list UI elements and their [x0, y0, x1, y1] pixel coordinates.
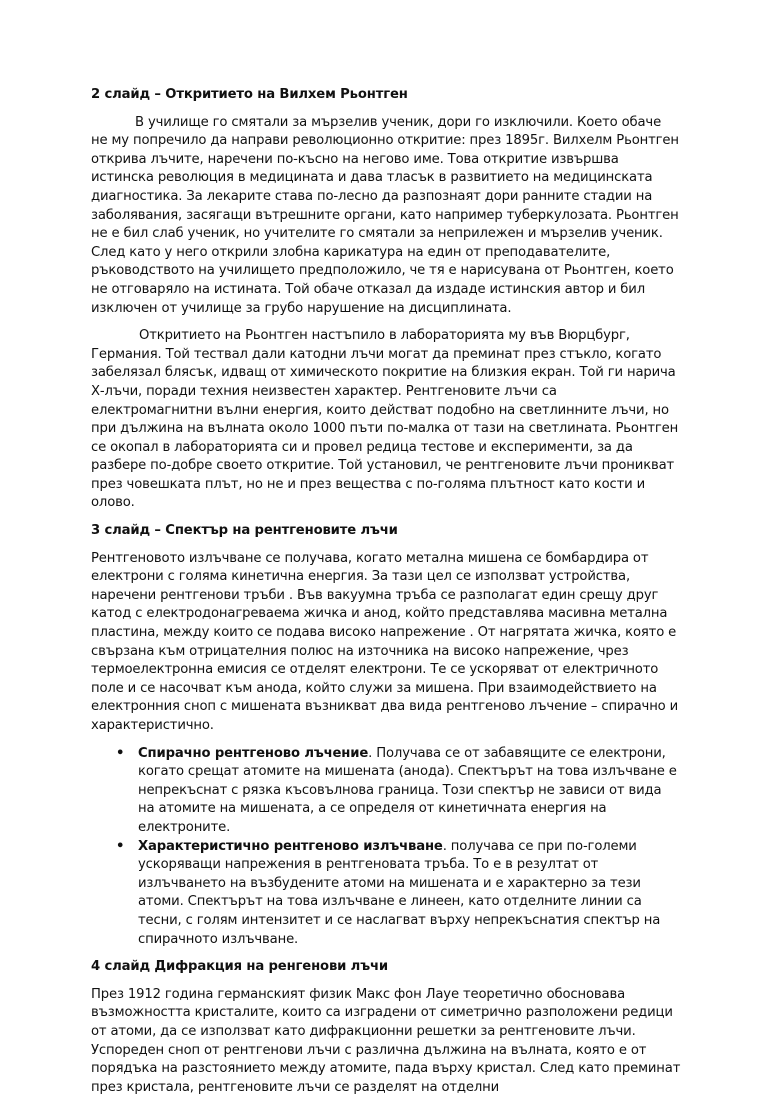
section-slide-4 [91, 958, 681, 1097]
section-heading: 2 слайд – Откритието на Вилхем Рьонтген [91, 87, 408, 102]
section-heading: 3 слайд – Спектър на рентгеновите лъчи [91, 523, 398, 539]
paragraph: Рентгеновото излъчване се получава, когато метална мишена се бомбардира от електрони с голяма кинетична енергия. За тази цел се използват устройства, наречени рентгенови тръби . Във вакуумна тръба се разполагат един срещу друг катод с електродонагреваема жичка и анод, който представлява масивна метална пластина, между които се подава високо напрежение . От нагрятата жичка, която е свързана към отрицателния полюс на източника на високо напрежение, чрез термоелектронна емисия се отделят електрони. Те се ускоряват от електричното поле и се насочват към анода, който служи за мишена. При взаимодействието на електронния сноп с мишената възникват два вида рентгеново лъчение – спирачно и характеристично. [91, 550, 679, 733]
paragraph: През 1912 година германският физик Макс фон Лауе теоретично обосновава възможността кристалите, които са изградени от симетрично разположени редици от атоми, да се използват като дифракционни решетки за рентгеновите лъчи. Успореден сноп от рентгенови лъчи с различна дължина на вълната, която е от порядъка на разстоянието между атомите, пада върху кристал. След като преминат през кристала, рентгеновите лъчи се разделят на отделни [91, 986, 681, 1095]
paragraph: В училище го смятали за мързелив ученик, дори го изключили. Което обаче не му попречило да направи революционно откритие: през 1895г. Вилхелм Рьонтген открива лъчите, наречени по-късно на негово име. Това откритие извършва истинска революция в медицината и дава тласък в развитието на медицинската диагностика. За лекарите става по-лесно да разпознаят дори ранните стадии на заболявания, засягащи вътрешните органи, като например туберкулозата. Рьонтген не е бил слаб ученик, но учителите го смятали за неприлежен и мързелив ученик. След като у него открили злобна карикатура на един от преподавателите, ръководството на училището предположило, че тя е нарисувана от Рьонтген, което не отговаряло на истината. Той обаче отказал да издаде истинския автор и бил изключен от училище за грубо нарушение на дисциплината. [91, 114, 679, 316]
section-slide-2 [91, 86, 681, 513]
list-item [91, 745, 681, 838]
list-item [91, 838, 681, 950]
section-heading: 4 слайд Дифракция на ренгенови лъчи [91, 959, 388, 975]
bullet-term: Спирачно рентгеново лъчение [138, 745, 369, 761]
bullet-text: . получава се при по-големи ускоряващи напрежения в рентгеновата тръба. То е в резултат от излъчването на възбудените атоми на мишената и е характерно за тези атоми. Спектърът на това излъчване е линеен, като отделните линии са тесни, с голям интензитет и се наслагват върху непрекъснатия спектър на спирачното излъчване. [138, 838, 661, 947]
bullet-list [91, 745, 681, 950]
bullet-text: . Получава се от забавящите се електрони, когато срещат атомите на мишената (анода). Спектърът на това излъчване е непрекъснат с рязка късовълнова граница. Този спектър не зависи от вида на атомите на мишената, а се определя от кинетичната енергия на електроните. [138, 745, 677, 835]
document-page [91, 86, 681, 1106]
section-slide-3 [91, 522, 681, 949]
paragraph: Откритието на Рьонтген настъпило в лабораторията му във Вюрцбург, Германия. Той тествал дали катодни лъчи могат да преминат през стъкло, когато забелязал блясък, идващ от химическото покритие на близкия екран. Той ги нарича Х-лъчи, поради техния неизвестен характер. Рентгеновите лъчи са електромагнитни вълни енергия, които действат подобно на светлинните лъчи, но при дължина на вълната около 1000 пъти по-малка от тази на светлината. Рьонтген се окопал в лабораторията си и провел редица тестове и експерименти, за да разбере по-добре своето откритие. Той установил, че рентгеновите лъчи проникват през човешката плът, но не и през вещества с по-голяма плътност като кости и олово. [91, 328, 679, 511]
bullet-term: Характеристично рентгеново излъчване [138, 838, 443, 854]
